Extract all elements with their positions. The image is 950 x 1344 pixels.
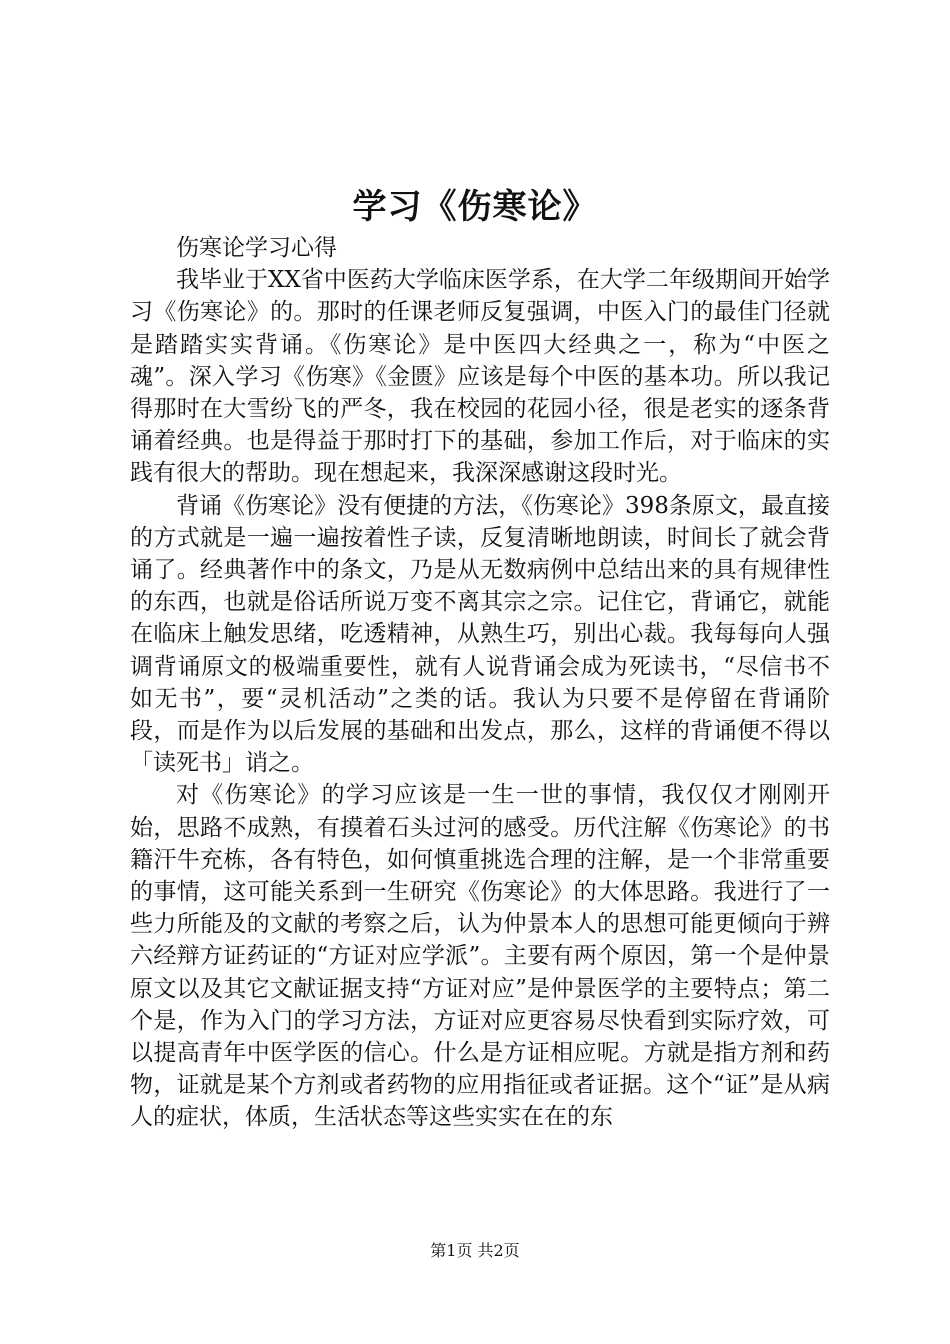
page-number-footer: 第1页 共2页 [430, 1241, 520, 1260]
document-body [130, 232, 830, 1134]
document-title: 学习《伤寒论》 [352, 187, 598, 227]
paragraph: 对《伤寒论》的学习应该是一生一世的事情，我仅仅才刚刚开始，思路不成熟，有摸着石头过河的感受。历代注解《伤寒论》的书籍汗牛充栋，各有特色，如何慎重挑选合理的注解，是一个非常重要的事情，这可能关系到一生研究《伤寒论》的大体思路。我进行了一些力所能及的文献的考察之后，认为仲景本人的思想可能更倾向于辨六经辩方证药证的“方证对应学派”。主要有两个原因，第一个是仲景原文以及其它文献证据支持“方证对应”是仲景医学的主要特点；第二个是，作为入门的学习方法，方证对应更容易尽快看到实际疗效，可以提高青年中医学医的信心。什么是方证相应呢。方就是指方剂和药物，证就是某个方剂或者药物的应用指征或者证据。这个“证”是从病人的症状，体质，生活状态等这些实实在在的东 [130, 782, 830, 1131]
paragraph: 背诵《伤寒论》没有便捷的方法，《伤寒论》398条原文，最直接的方式就是一遍一遍按着性子读，反复清晰地朗读，时间长了就会背诵了。经典著作中的条文，乃是从无数病例中总结出来的具有规律性的东西，也就是俗话所说万变不离其宗之宗。记住它，背诵它，就能在临床上触发思绪，吃透精神，从熟生巧，别出心裁。我每每向人强调背诵原文的极端重要性，就有人说背诵会成为死读书，“尽信书不如无书”，要“灵机活动”之类的话。我认为只要不是停留在背诵阶段，而是作为以后发展的基础和出发点，那么，这样的背诵便不得以「读死书」诮之。 [130, 492, 830, 777]
paragraph-subtitle: 伤寒论学习心得 [176, 235, 337, 261]
paragraph: 我毕业于XX省中医药大学临床医学系，在大学二年级期间开始学习《伤寒论》的。那时的任课老师反复强调，中医入门的最佳门径就是踏踏实实背诵。《伤寒论》是中医四大经典之一，称为“中医之魂”。深入学习《伤寒》《金匮》应该是每个中医的基本功。所以我记得那时在大雪纷飞的严冬，我在校园的花园小径，很是老实的逐条背诵着经典。也是得益于那时打下的基础，参加工作后，对于临床的实践有很大的帮助。现在想起来，我深深感谢这段时光。 [130, 267, 830, 487]
